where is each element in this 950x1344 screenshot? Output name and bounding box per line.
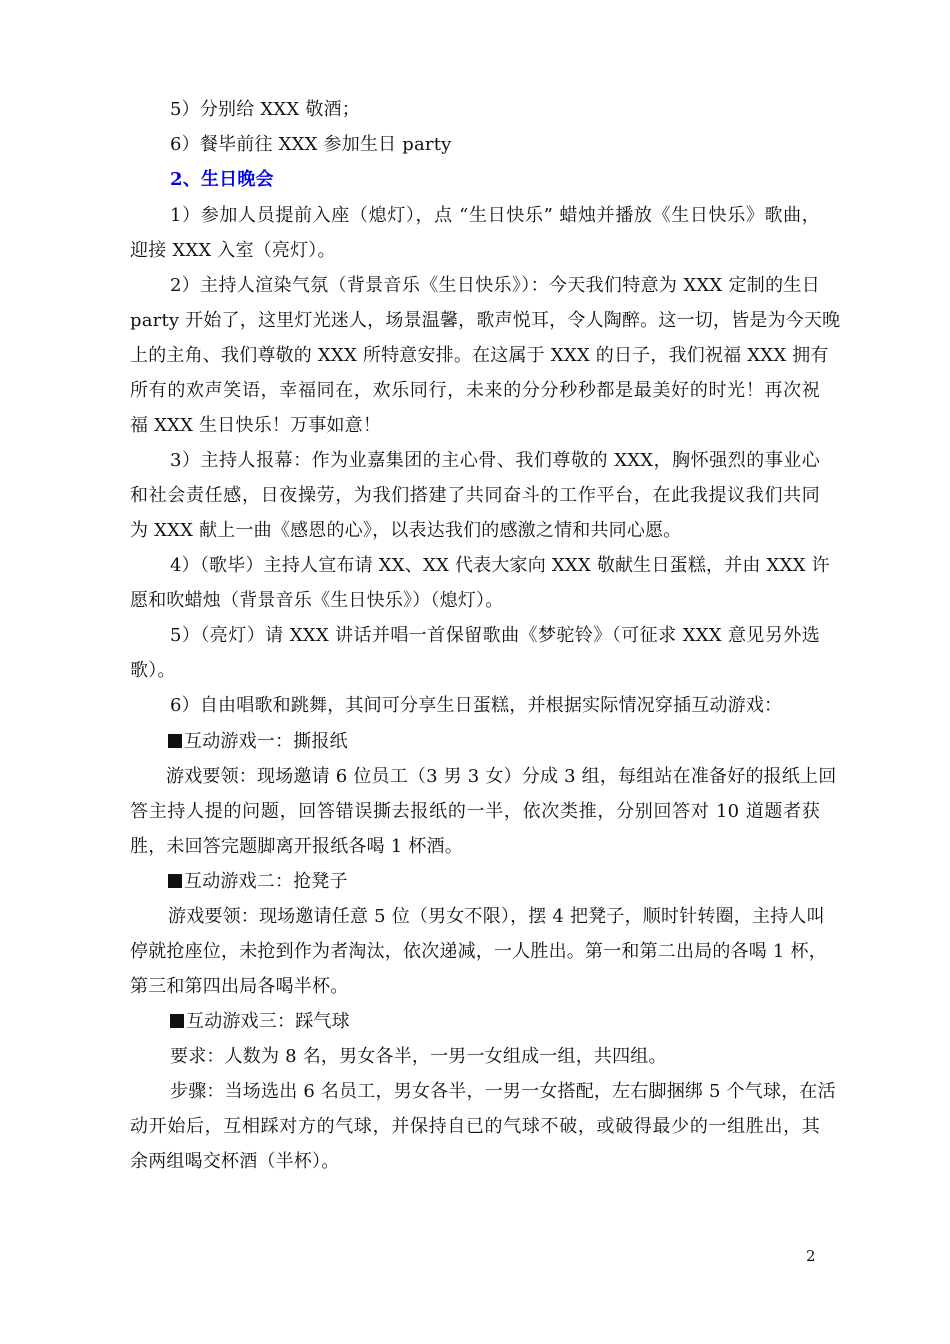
game-title: 互动游戏二：抢凳子 [168,870,858,894]
paragraph-line: 和社会责任感，日夜操劳，为我们搭建了共同奋斗的工作平台，在此我提议我们共同 [130,485,820,506]
list-item: 6）餐毕前往 XXX 参加生日 party [170,134,452,155]
paragraph-line: 歌）。 [130,660,176,681]
paragraph-line: 3）主持人报幕：作为业嘉集团的主心骨、我们尊敬的 XXX，胸怀强烈的事业心 [170,450,820,471]
paragraph-line: 要求：人数为 8 名，男女各半，一男一女组成一组，共四组。 [170,1046,667,1067]
paragraph-line: 游戏要领：现场邀请任意 5 位（男女不限），摆 4 把凳子，顺时针转圈，主持人叫 [168,906,825,927]
paragraph-line: 愿和吹蜡烛（背景音乐《生日快乐》）（熄灯）。 [130,590,504,611]
section-heading: 2、生日晚会 [170,169,274,190]
paragraph-line: 5）（亮灯）请 XXX 讲话并唱一首保留歌曲《梦驼铃》（可征求 XXX 意见另外选 [170,625,820,646]
paragraph-line: 答主持人提的问题，回答错误撕去报纸的一半，依次类推，分别回答对 10 道题者获 [130,801,820,822]
game-title: 互动游戏一：撕报纸 [168,730,858,754]
square-bullet-icon [170,1014,184,1028]
paragraph-line: 上的主角、我们尊敬的 XXX 所特意安排。在这属于 XXX 的日子，我们祝福 XXX 拥有 [130,345,829,366]
square-bullet-icon [168,734,182,748]
paragraph-line: 停就抢座位，未抢到作为者淘汰，依次递减，一人胜出。第一和第二出局的各喝 1 杯， [130,941,827,962]
paragraph-line: 4）（歌毕）主持人宣布请 XX、XX 代表大家向 XXX 敬献生日蛋糕，并由 XXX 许 [170,555,830,576]
paragraph-line: 动开始后，互相踩对方的气球，并保持自已的气球不破，或破得最少的一组胜出，其 [130,1116,820,1137]
paragraph-line: 6）自由唱歌和跳舞，其间可分享生日蛋糕，并根据实际情况穿插互动游戏： [170,695,783,716]
paragraph-line: party 开始了，这里灯光迷人，场景温馨，歌声悦耳，令人陶醉。这一切，皆是为今天晚 [130,310,841,331]
paragraph-line: 步骤：当场选出 6 名员工，男女各半，一男一女搭配，左右脚捆绑 5 个气球，在活 [170,1081,836,1102]
square-bullet-icon [168,874,182,888]
paragraph-line: 为 XXX 献上一曲《感恩的心》，以表达我们的感激之情和共同心愿。 [130,520,682,541]
paragraph-line: 游戏要领：现场邀请 6 位员工（3 男 3 女）分成 3 组，每组站在准备好的报纸上回 [166,766,837,787]
paragraph-line: 1）参加人员提前入座（熄灯），点 “生日快乐” 蜡烛并播放《生日快乐》歌曲， [170,205,820,226]
paragraph-line: 迎接 XXX 入室（亮灯）。 [130,240,336,261]
paragraph-line: 第三和第四出局各喝半杯。 [130,976,349,997]
paragraph-line: 所有的欢声笑语，幸福同在，欢乐同行，未来的分分秒秒都是最美好的时光！再次祝 [130,380,820,401]
paragraph-line: 2）主持人渲染气氛（背景音乐《生日快乐》）：今天我们特意为 XXX 定制的生日 [170,275,820,296]
paragraph-line: 余两组喝交杯酒（半杯）。 [130,1151,340,1172]
game-title: 互动游戏三：踩气球 [170,1010,860,1034]
paragraph-line: 福 XXX 生日快乐！万事如意！ [130,415,382,436]
page-number: 2 [806,1247,816,1265]
list-item: 5）分别给 XXX 敬酒； [170,99,360,120]
paragraph-line: 胜，未回答完题脚离开报纸各喝 1 杯酒。 [130,836,463,857]
